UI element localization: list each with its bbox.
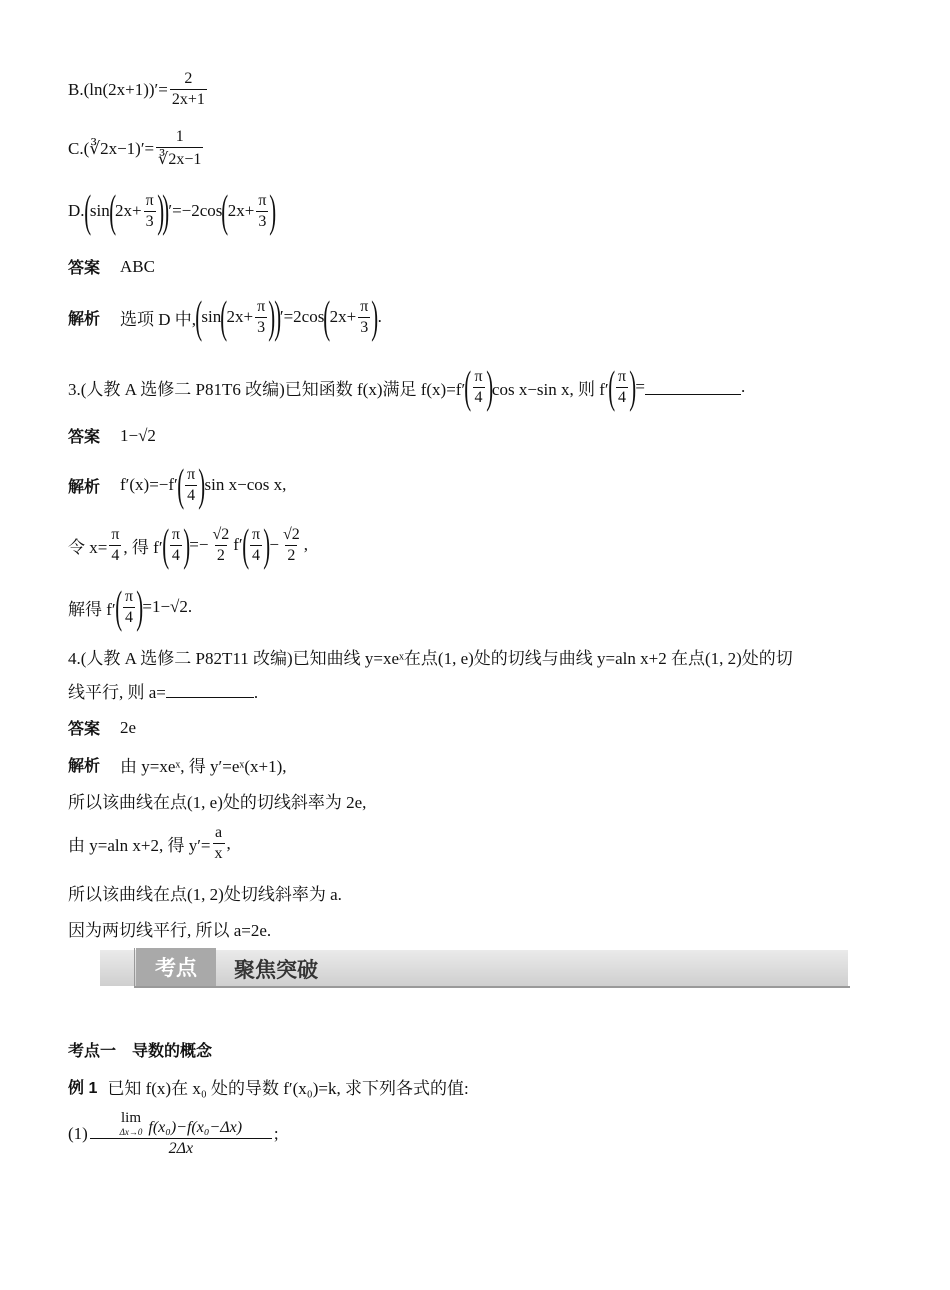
analysis-4-line2: 所以该曲线在点(1, e)处的切线斜率为 2e,	[68, 793, 367, 812]
answer-blank[interactable]	[166, 683, 254, 698]
analysis-4-line4: 所以该曲线在点(1, 2)处切线斜率为 a.	[68, 885, 342, 904]
analysis-3-line3: 解得 f′ ( $\frac{\pi}{4}$ ) =1−√2.	[68, 581, 193, 632]
question-4: 4.(人教 A 选修二 P82T11 改编)已知曲线 y=xeˣ在点(1, e)处的切线与曲线 y=aln x+2 在点(1, 2)处的切 线平行, 则 a= .	[68, 649, 793, 702]
option-c: C.(∛2x−1)′= $\frac{1}{∛2x-1}$	[68, 128, 202, 168]
answer-3: 答案 1−√2	[68, 425, 156, 446]
analysis-3-line1: 解析 f′(x)=−f′ ( $\frac{\pi}{4}$ ) sin x−cos x,	[68, 459, 287, 510]
section-banner	[100, 948, 850, 990]
question-3: 3.(人教 A 选修二 P81T6 改编)已知函数 f(x)满足 f(x)=f′ ( $\frac{\pi}{4}$ ) cos x−sin x, 则 f′ ( $\frac{\pi}{4}$ ) = .	[68, 361, 746, 412]
analysis-3-line2: 令 x= $\frac{\pi}{4}$ , 得 f′ ( $\frac{\pi}{4}$ ) =− $\frac{√2}{2}$ f′ ( $\frac{\pi}{4}$ ) − $\frac{√2}{2}$ ,	[68, 519, 309, 570]
analysis-4-line5: 因为两切线平行, 所以 a=2e.	[68, 921, 272, 940]
option-d: D. ( sin ( 2x+ $\frac{\pi}{3}$ ) ) ′=−2cos ( 2x+ $\frac{\pi}{3}$ )	[68, 185, 277, 236]
analysis-4-line3: 由 y=aln x+2, 得 y′= $\frac{a}{x}$ ,	[68, 824, 231, 862]
fraction: $\frac{2}{2x+1}$	[171, 70, 205, 108]
answer-2: 答案 ABC	[68, 256, 155, 277]
answer-blank[interactable]	[645, 380, 741, 395]
banner-title: 聚焦突破	[234, 959, 318, 982]
limit-fraction: lim Δx→0 f(x₀)−f(x₀−Δx) 2Δx	[90, 1110, 272, 1158]
banner-tag: 考点	[136, 948, 216, 986]
section-heading: 考点一 导数的概念	[68, 1043, 213, 1060]
analysis-2: 解析 选项 D 中, ( sin ( 2x+ $\frac{\pi}{3}$ ) ) ′=2cos ( 2x+ $\frac{\pi}{3}$ ) .	[68, 291, 382, 342]
analysis-4-line1: 解析 由 y=xeˣ, 得 y′=eˣ(x+1),	[68, 757, 287, 776]
example-1: 例 1 已知 f(x)在 x₀ 处的导数 f′(x₀)=k, 求下列各式的值:	[68, 1079, 469, 1098]
fraction: $\frac{1}{∛2x-1}$	[158, 128, 202, 168]
answer-4: 答案 2e	[68, 717, 137, 738]
part-1: (1) lim Δx→0 f(x₀)−f(x₀−Δx) 2Δx ;	[68, 1110, 279, 1157]
option-b: B.(ln(2x+1))′= $\frac{2}{2x+1}$	[68, 70, 205, 108]
